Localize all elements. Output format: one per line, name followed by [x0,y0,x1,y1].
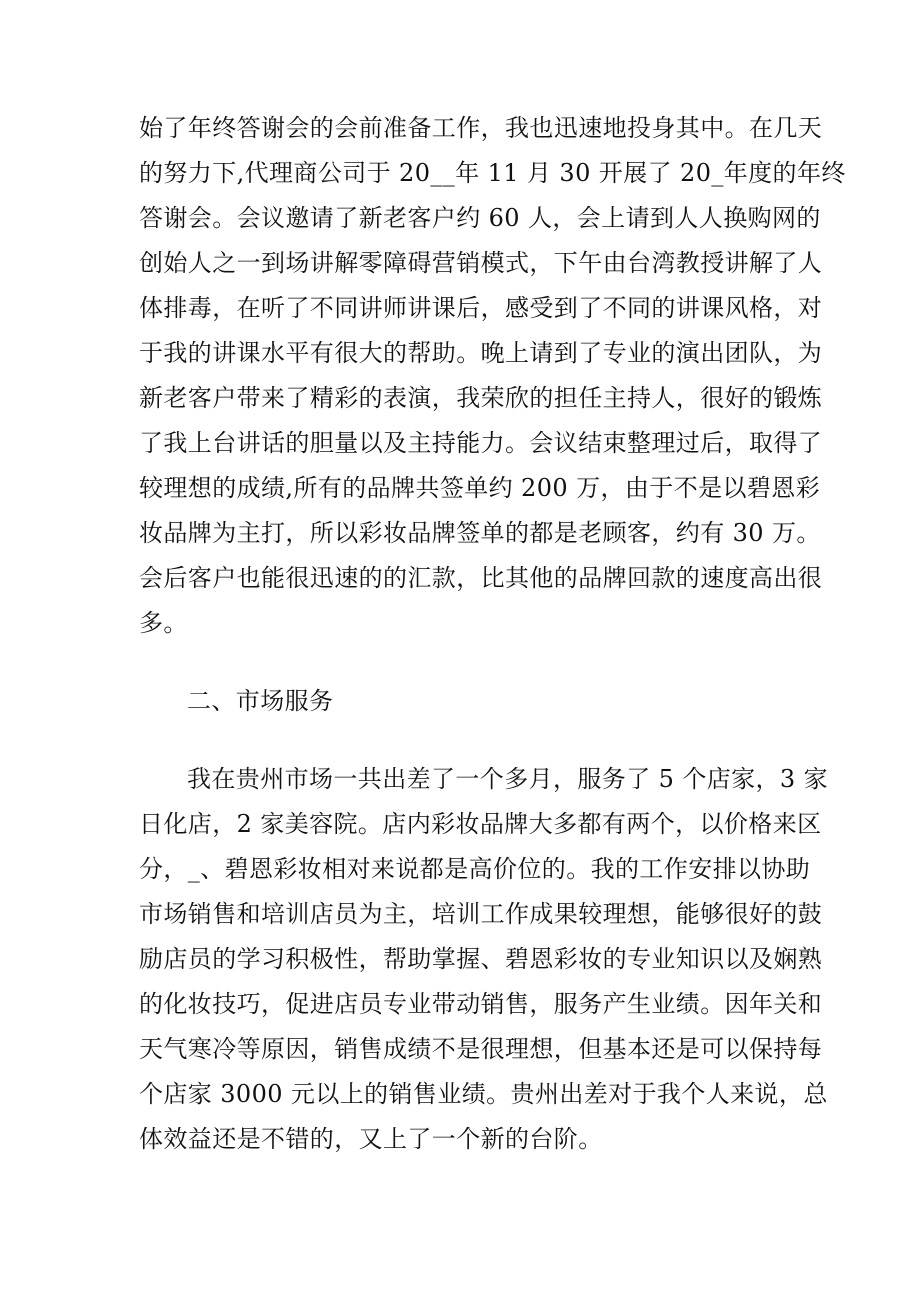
paragraph2-line: 日化店，2 家美容院。店内彩妆品牌大多都有两个，以价格来区 [139,810,822,838]
paragraph1-line: 多。 [139,609,188,637]
paragraph2-line: 天气寒冷等原因，销售成绩不是很理想，但基本还是可以保持每 [139,1035,823,1063]
paragraph1-line: 创始人之一到场讲解零障碍营销模式，下午由台湾教授讲解了人 [139,249,823,277]
paragraph2-line: 体效益还是不错的，又上了一个新的台阶。 [139,1125,603,1153]
paragraph2-line: 市场销售和培训店员为主，培训工作成果较理想，能够很好的鼓 [139,900,823,928]
paragraph1-line: 答谢会。会议邀请了新老客户约 60 人，会上请到人人换购网的 [139,204,821,232]
paragraph2-line: 励店员的学习积极性，帮助掌握、碧恩彩妆的专业知识以及娴熟 [139,945,823,973]
paragraph1-line: 了我上台讲话的胆量以及主持能力。会议结束整理过后，取得了 [139,429,823,457]
paragraph1-line: 会后客户也能很迅速的的汇款，比其他的品牌回款的速度高出很 [139,564,823,592]
paragraph2-line: 分，_、碧恩彩妆相对来说都是高价位的。我的工作安排以协助 [139,855,811,883]
paragraph1-line: 体排毒，在听了不同讲师讲课后，感受到了不同的讲课风格，对 [139,294,823,322]
paragraph1-line: 于我的讲课水平有很大的帮助。晚上请到了专业的演出团队，为 [139,339,823,367]
paragraph2-line: 的化妆技巧，促进店员专业带动销售，服务产生业绩。因年关和 [139,990,823,1018]
paragraph1-line: 新老客户带来了精彩的表演，我荣欣的担任主持人，很好的锻炼 [139,384,823,412]
paragraph1-line: 妆品牌为主打，所以彩妆品牌签单的都是老顾客，约有 30 万。 [139,519,821,547]
paragraph1-line: 的努力下,代理商公司于 20__年 11 月 30 开展了 20_年度的年终 [139,159,846,187]
section-heading: 二、市场服务 [187,687,334,715]
paragraph1-line: 始了年终答谢会的会前准备工作，我也迅速地投身其中。在几天 [139,114,823,142]
paragraph2-line: 我在贵州市场一共出差了一个多月，服务了 5 个店家，3 家 [187,765,829,793]
paragraph2-line: 个店家 3000 元以上的销售业绩。贵州出差对于我个人来说，总 [139,1080,828,1108]
paragraph1-line: 较理想的成绩,所有的品牌共签单约 200 万，由于不是以碧恩彩 [139,474,821,502]
